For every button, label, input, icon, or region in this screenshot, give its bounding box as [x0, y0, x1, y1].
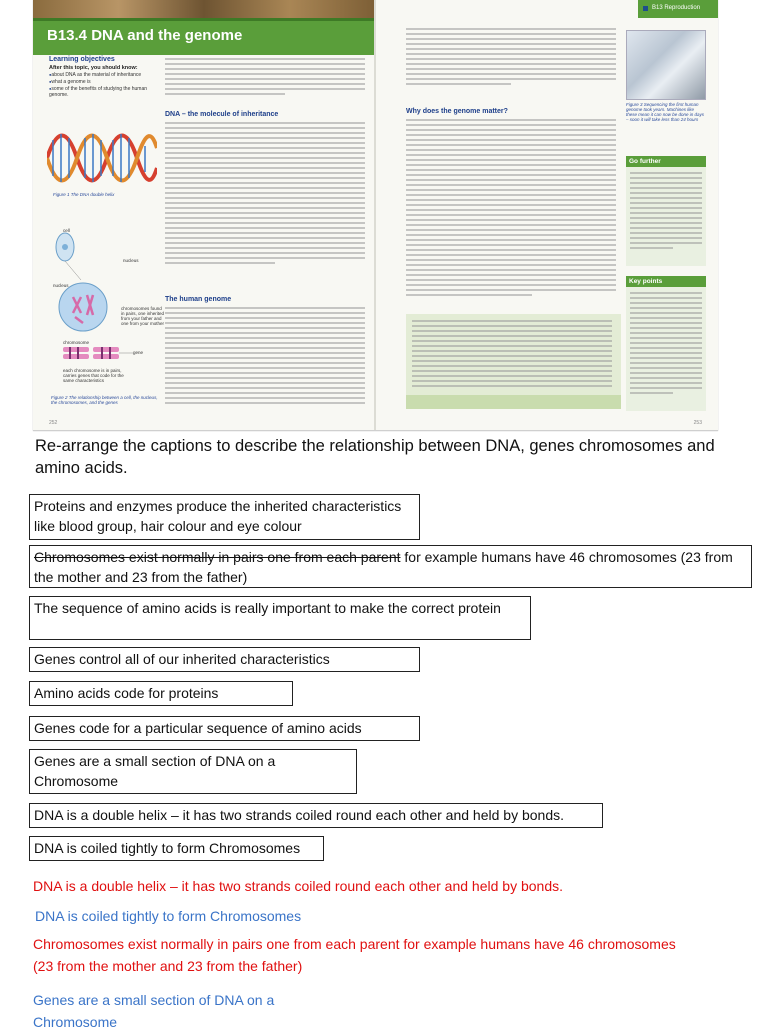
caption-card-text: DNA is a double helix – it has two strands coiled round each other and held by bonds. [34, 807, 564, 823]
body-text-right-top [406, 28, 616, 88]
learning-objectives-heading: Learning objectives [49, 56, 115, 63]
caption-card-chromosome-pairs[interactable] [29, 545, 752, 588]
header-photo-strip [33, 0, 375, 18]
caption-card-amino-proteins[interactable] [29, 681, 293, 706]
learning-objective-item: ● what a genome is [49, 79, 159, 85]
page-number-left: 252 [49, 420, 58, 426]
cell-label-chromosome: chromosome [63, 340, 90, 345]
cell-label-pairs-genes: each chromosome is in pairs, carries genes that code for the same characteristics [63, 368, 124, 383]
sequencing-machines-photo [626, 30, 706, 100]
key-points-heading: Key points [626, 276, 706, 287]
caption-card-dna-coiled[interactable] [29, 836, 324, 861]
questions-text [412, 320, 612, 390]
figure2-caption: Figure 2 The relationship between a cell, the nucleus, the chromosomes, and the genes [51, 395, 158, 405]
question-3-band [406, 395, 621, 409]
chapter-tag-square-icon [643, 6, 648, 11]
caption-card-double-helix[interactable] [29, 803, 603, 828]
section-heading-dna: DNA – the molecule of inheritance [165, 111, 279, 118]
cell-label-cell: cell [63, 228, 70, 233]
caption-card-proteins-enzymes[interactable] [29, 494, 420, 540]
caption-card-text: Genes code for a particular sequence of amino acids [34, 720, 362, 736]
caption-card-text: Genes are a small section of DNA on a Chromosome [34, 753, 276, 789]
key-points-box [626, 276, 706, 411]
caption-card-struck-text: Chromosomes exist normally in pairs one from each parent [34, 549, 401, 565]
go-further-text [630, 172, 702, 252]
key-points-text [630, 292, 702, 397]
caption-card-genes-code[interactable] [29, 716, 420, 741]
caption-card-genes-control[interactable] [29, 647, 420, 672]
chapter-tag-text: B13 Reproduction [652, 5, 701, 11]
body-text-dna [165, 122, 365, 267]
caption-card-text: Genes control all of our inherited characteristics [34, 651, 330, 667]
go-further-box [626, 156, 706, 266]
answer-line-3: Chromosomes exist normally in pairs one from each parent for example humans have 46 chromosomes (23 from the mother and 23 from the father) [33, 936, 676, 974]
go-further-heading: Go further [626, 156, 706, 167]
worksheet-instruction: Re-arrange the captions to describe the relationship between DNA, genes chromosomes and amino acids. [35, 437, 715, 477]
learning-objectives-sub: After this topic, you should know: [49, 65, 138, 71]
title-bar [33, 18, 375, 55]
learning-objective-item: ● about DNA as the material of inheritance [49, 72, 159, 78]
section-heading-why: Why does the genome matter? [406, 108, 508, 115]
cell-label-gene: gene [133, 350, 144, 355]
caption-card-text: DNA is coiled tightly to form Chromosomes [34, 840, 301, 856]
figure1-caption: Figure 1 The DNA double helix [53, 192, 115, 197]
learning-objective-item: ● some of the benefits of studying the human genome. [49, 86, 159, 98]
textbook-right-page [376, 0, 718, 430]
caption-card-amino-sequence[interactable] [29, 596, 531, 640]
body-text-genome [165, 307, 365, 407]
cell-label-nucleus-2: nucleus [53, 283, 69, 288]
summary-questions-box [406, 314, 621, 409]
chapter-tag [638, 0, 718, 18]
answer-line-4: Genes are a small section of DNA on a Chromosome [33, 992, 275, 1030]
learning-objectives [49, 56, 159, 126]
section-heading-human-genome: The human genome [165, 296, 232, 303]
textbook-spread-image [33, 0, 718, 431]
caption-card-text: for example humans have 46 chromosomes (23 from the mother and 23 from the father) [34, 549, 733, 585]
textbook-left-page [33, 0, 375, 430]
caption-card-text: Amino acids code for proteins [34, 685, 219, 701]
cell-label-chromosome-pairs: chromosomes found in pairs, one inherited from your father and one from your mother [121, 306, 165, 326]
dna-helix-illustration [47, 128, 157, 188]
caption-card-text: The sequence of amino acids is really important to make the correct protein [34, 600, 501, 616]
textbook-title: B13.4 DNA and the genome [47, 27, 243, 44]
cell-label-nucleus: nucleus [123, 258, 139, 263]
caption-card-text: Proteins and enzymes produce the inherited characteristics like blood group, hair colour and eye colour [34, 498, 402, 534]
answer-line-1: DNA is a double helix – it has two strands coiled round each other and held by bonds. [33, 878, 563, 894]
figure3-caption: Figure 3 Sequencing the first human genome took years. Machines like these mean it can now be done in days – soon it will take less than 24 hours [626, 102, 705, 122]
page-number-right: 253 [693, 420, 702, 426]
answer-line-2: DNA is coiled tightly to form Chromosomes [35, 908, 302, 924]
caption-card-genes-section[interactable] [29, 749, 357, 794]
body-text-intro [165, 58, 365, 98]
body-text-why [406, 119, 616, 299]
